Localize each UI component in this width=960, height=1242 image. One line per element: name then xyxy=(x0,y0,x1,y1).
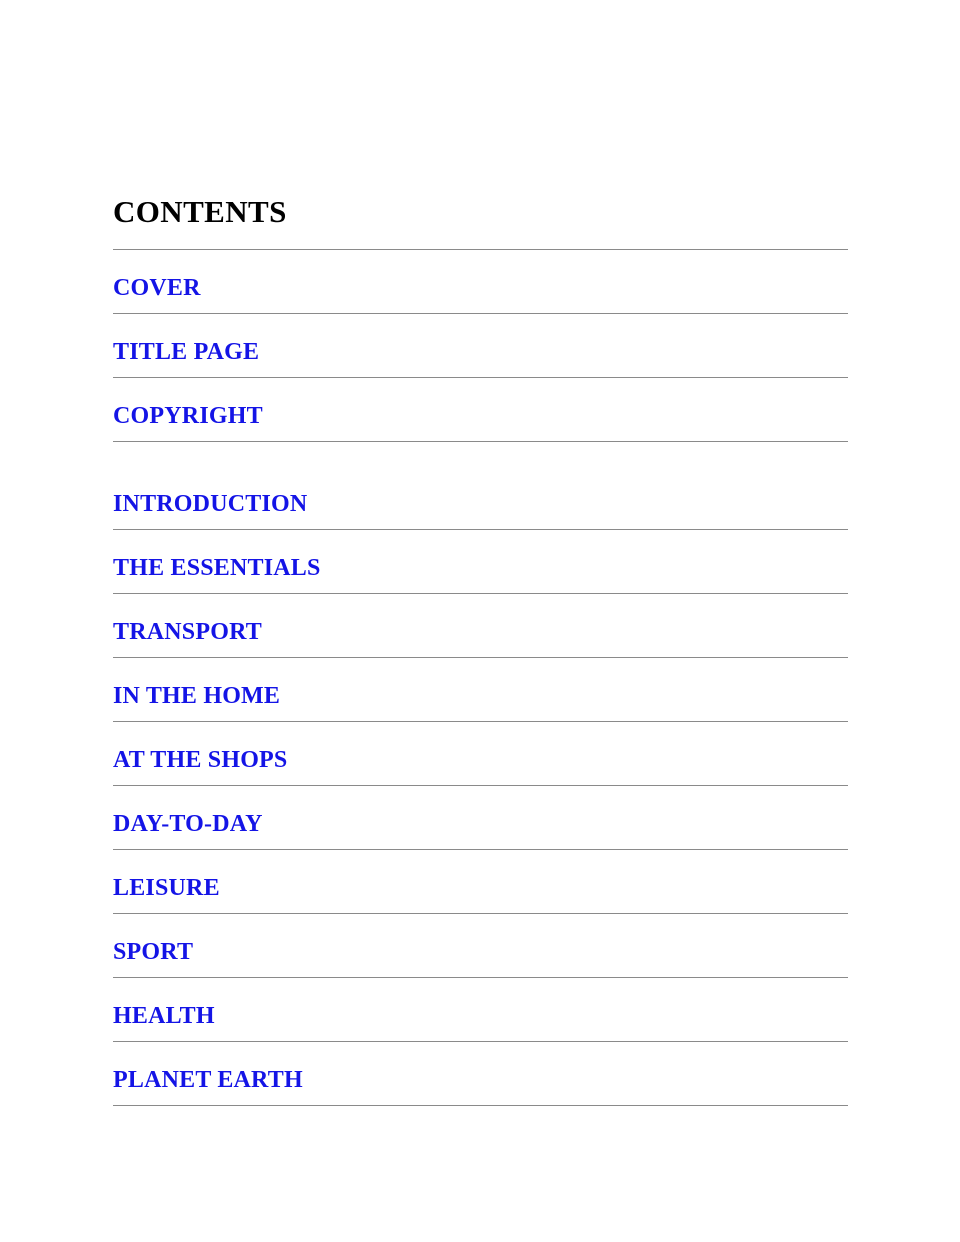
list-item xyxy=(113,530,848,594)
toc-link-introduction[interactable]: INTRODUCTION xyxy=(113,490,308,517)
toc-link-copyright[interactable]: COPYRIGHT xyxy=(113,402,263,429)
toc-link-the-essentials[interactable]: THE ESSENTIALS xyxy=(113,554,321,581)
toc-link-health[interactable]: HEALTH xyxy=(113,1002,215,1029)
toc-link-day-to-day[interactable]: DAY-TO-DAY xyxy=(113,810,263,837)
toc-link-title-page[interactable]: TITLE PAGE xyxy=(113,338,260,365)
toc-section-chapters xyxy=(113,466,848,1106)
toc-link-at-the-shops[interactable]: AT THE SHOPS xyxy=(113,746,288,773)
list-item xyxy=(113,786,848,850)
entry-divider xyxy=(113,1105,848,1106)
list-item xyxy=(113,466,848,530)
toc-link-cover[interactable]: COVER xyxy=(113,274,201,301)
toc-link-transport[interactable]: TRANSPORT xyxy=(113,618,262,645)
section-gap xyxy=(113,442,848,466)
table-of-contents xyxy=(113,196,848,1106)
toc-link-leisure[interactable]: LEISURE xyxy=(113,874,220,901)
toc-link-in-the-home[interactable]: IN THE HOME xyxy=(113,682,281,709)
list-item xyxy=(113,978,848,1042)
list-item xyxy=(113,658,848,722)
list-item xyxy=(113,722,848,786)
page-title: CONTENTS xyxy=(113,194,287,229)
list-item xyxy=(113,378,848,442)
toc-link-planet-earth[interactable]: PLANET EARTH xyxy=(113,1066,303,1093)
toc-section-front-matter xyxy=(113,250,848,442)
list-item xyxy=(113,250,848,314)
list-item xyxy=(113,1042,848,1106)
list-item xyxy=(113,914,848,978)
list-item xyxy=(113,314,848,378)
list-item xyxy=(113,850,848,914)
toc-link-sport[interactable]: SPORT xyxy=(113,938,194,965)
list-item xyxy=(113,594,848,658)
